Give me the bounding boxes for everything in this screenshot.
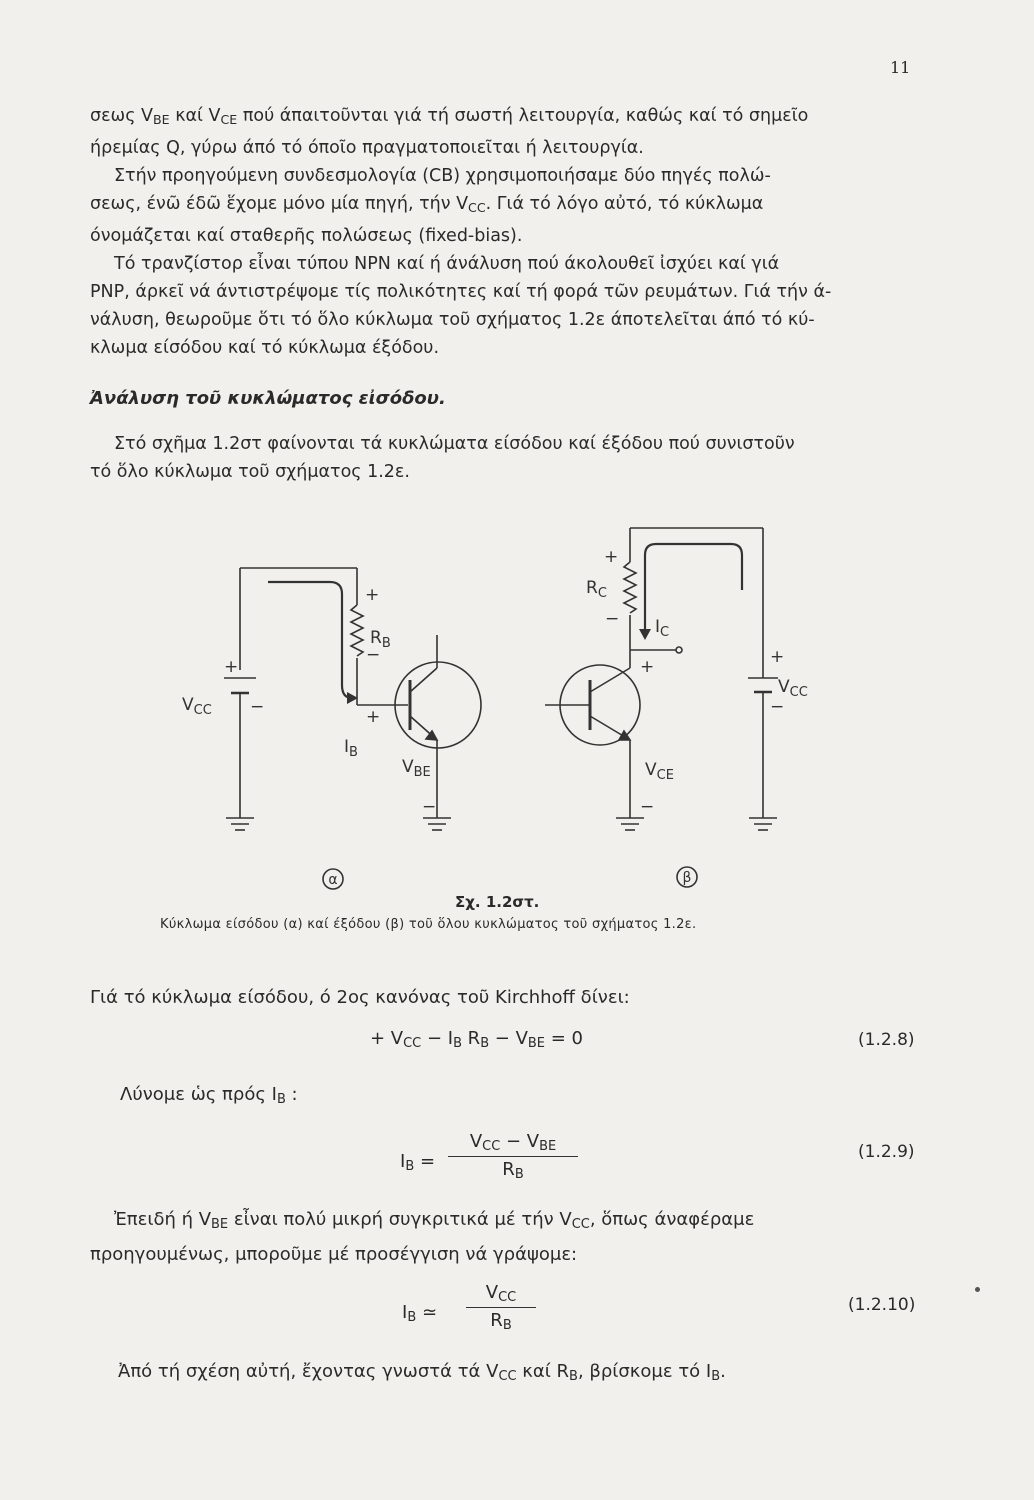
text-line: όνομάζεται καί σταθερῆς πολώσεως (fixed-bias). [90,226,523,247]
text-line: Ἐπειδή ή $V_{BE}$ εἶναι πολύ μικρή συγκριτικά μέ τήν $V_{CC}$, ὅπως άναφέραμε [114,1209,755,1233]
resistor-rc [624,562,636,613]
equation-number: (1.2.9) [858,1142,915,1162]
label-plus: + [604,547,619,567]
label-plus: + [366,707,381,727]
label-vbe: $V_{BE}$ [402,757,431,780]
equation-1-2-10-lhs: $I_B$ ≃ [402,1302,438,1326]
transistor-collector [590,668,630,692]
equation-1-2-10-fraction: $V_{CC}$ $R_B$ [466,1282,536,1333]
label-vcc: $V_{CC}$ [778,677,808,700]
terminal [676,647,682,653]
kirchhoff-text: Γιά τό κύκλωμα είσόδου, ό 2ος κανόνας τοῦ Kirchhoff δίνει: [90,987,630,1008]
label-ib: $I_B$ [344,737,358,760]
ground-symbol [423,818,451,830]
label-minus: − [366,645,381,665]
equation-number: (1.2.8) [858,1030,915,1050]
ground-symbol [226,818,254,830]
label-minus: − [640,797,655,817]
solve-text: Λύνομε ὡς πρός $I_B$ : [120,1084,298,1108]
text-line: κλωμα είσόδου καί τό κύκλωμα έξόδου. [90,338,440,358]
figure-title: Σχ. 1.2στ. [455,893,540,911]
label-plus: + [365,585,380,605]
text-line: σεως, ένῶ έδῶ ἕχομε μόνο μία πηγή, τήν $V_{CC}$. Γιά τό λόγο αὐτό, τό κύκλωμα [90,194,764,216]
section-heading: Ἀνάλυση τοῦ κυκλώματος εἰσόδου. [90,388,446,409]
page-number: 11 [890,58,911,77]
equation-1-2-8: + $V_{CC} - I_B$ $R_B - V_{BE} = 0$ [370,1028,583,1052]
text-line: τό ὅλο κύκλωμα τοῦ σχήματος 1.2ε. [90,462,410,482]
label-plus: + [770,647,785,667]
label-minus: − [250,697,265,717]
label-ic: $I_C$ [655,617,670,640]
text-line: σεως $V_{BE}$ καί $V_{CE}$ πού άπαιτοῦνται γιά τή σωστή λειτουργία, καθώς καί τό σημεῖο [90,106,809,128]
label-plus: + [640,657,655,677]
text-line: Τό τρανζίστορ εἶναι τύπου NPN καί ή άνάλυση πού άκολουθεῖ ἰσχύει καί γιά [114,254,780,274]
label-vce: $V_{CE}$ [645,760,674,783]
text-line: PNP, άρκεῖ νά άντιστρέψομε τίς πολικότητες καί τή φορά τῶν ρευμάτων. Γιά τήν ά- [90,282,832,302]
ground-symbol [616,818,644,830]
paragraph-npn-analysis [90,250,940,362]
label-rb: $R_B$ [370,628,391,651]
transistor-collector [410,668,437,692]
text-line: Στό σχῆμα 1.2στ φαίνονται τά κυκλώματα είσόδου καί έξόδου πού συνιστοῦν [114,434,795,454]
ground-symbol [749,818,777,830]
paragraph-fixed-bias [90,162,940,250]
paragraph-approximation [90,1205,940,1270]
label-minus: − [605,609,620,629]
equation-1-2-9-fraction: $V_{CC} - V_{BE}$ $R_B$ [448,1131,578,1182]
label-vcc: $V_{CC}$ [182,695,212,718]
paragraph-figure-intro [90,430,940,486]
label-rc: $R_C$ [586,578,607,601]
text-line: ήρεμίας Q, γύρω άπό τό όποῖο πραγματοποιεῖται ή λειτουργία. [90,138,644,159]
figure-label-b: β [682,870,692,886]
text-line: προηγουμένως, μποροῦμε μέ προσέγγιση νά γράψομε: [90,1244,578,1266]
paragraph-bias-voltages [90,102,940,162]
arrow-head [639,629,651,640]
text-line: νάλυση, θεωροῦμε ὅτι τό ὅλο κύκλωμα τοῦ σχήματος 1.2ε άποτελεῖται άπό τό κύ- [90,310,815,330]
current-path-arrow [268,582,352,698]
label-plus: + [224,657,239,677]
equation-1-2-9-lhs: $I_B$ = [400,1151,436,1175]
resistor-rb [351,605,363,656]
circuit-figure [0,500,1034,890]
figure-label-a: α [328,872,338,888]
input-circuit [182,568,481,830]
ink-dot [975,1287,980,1292]
output-circuit [545,528,808,830]
equation-number: (1.2.10) [848,1295,916,1315]
final-sentence: Ἀπό τή σχέση αὐτή, ἔχοντας γνωστά τά $V_{CC}$ καί $R_B$, βρίσκομε τό $I_B$. [118,1361,726,1385]
label-minus: − [770,697,785,717]
text-line: Στήν προηγούμενη συνδεσμολογία (CB) χρησιμοποιήσαμε δύο πηγές πολώ- [114,166,771,186]
figure-caption: Κύκλωμα είσόδου (α) καί έξόδου (β) τοῦ ὅλου κυκλώματος τοῦ σχήματος 1.2ε. [160,917,697,932]
label-minus: − [422,797,437,817]
